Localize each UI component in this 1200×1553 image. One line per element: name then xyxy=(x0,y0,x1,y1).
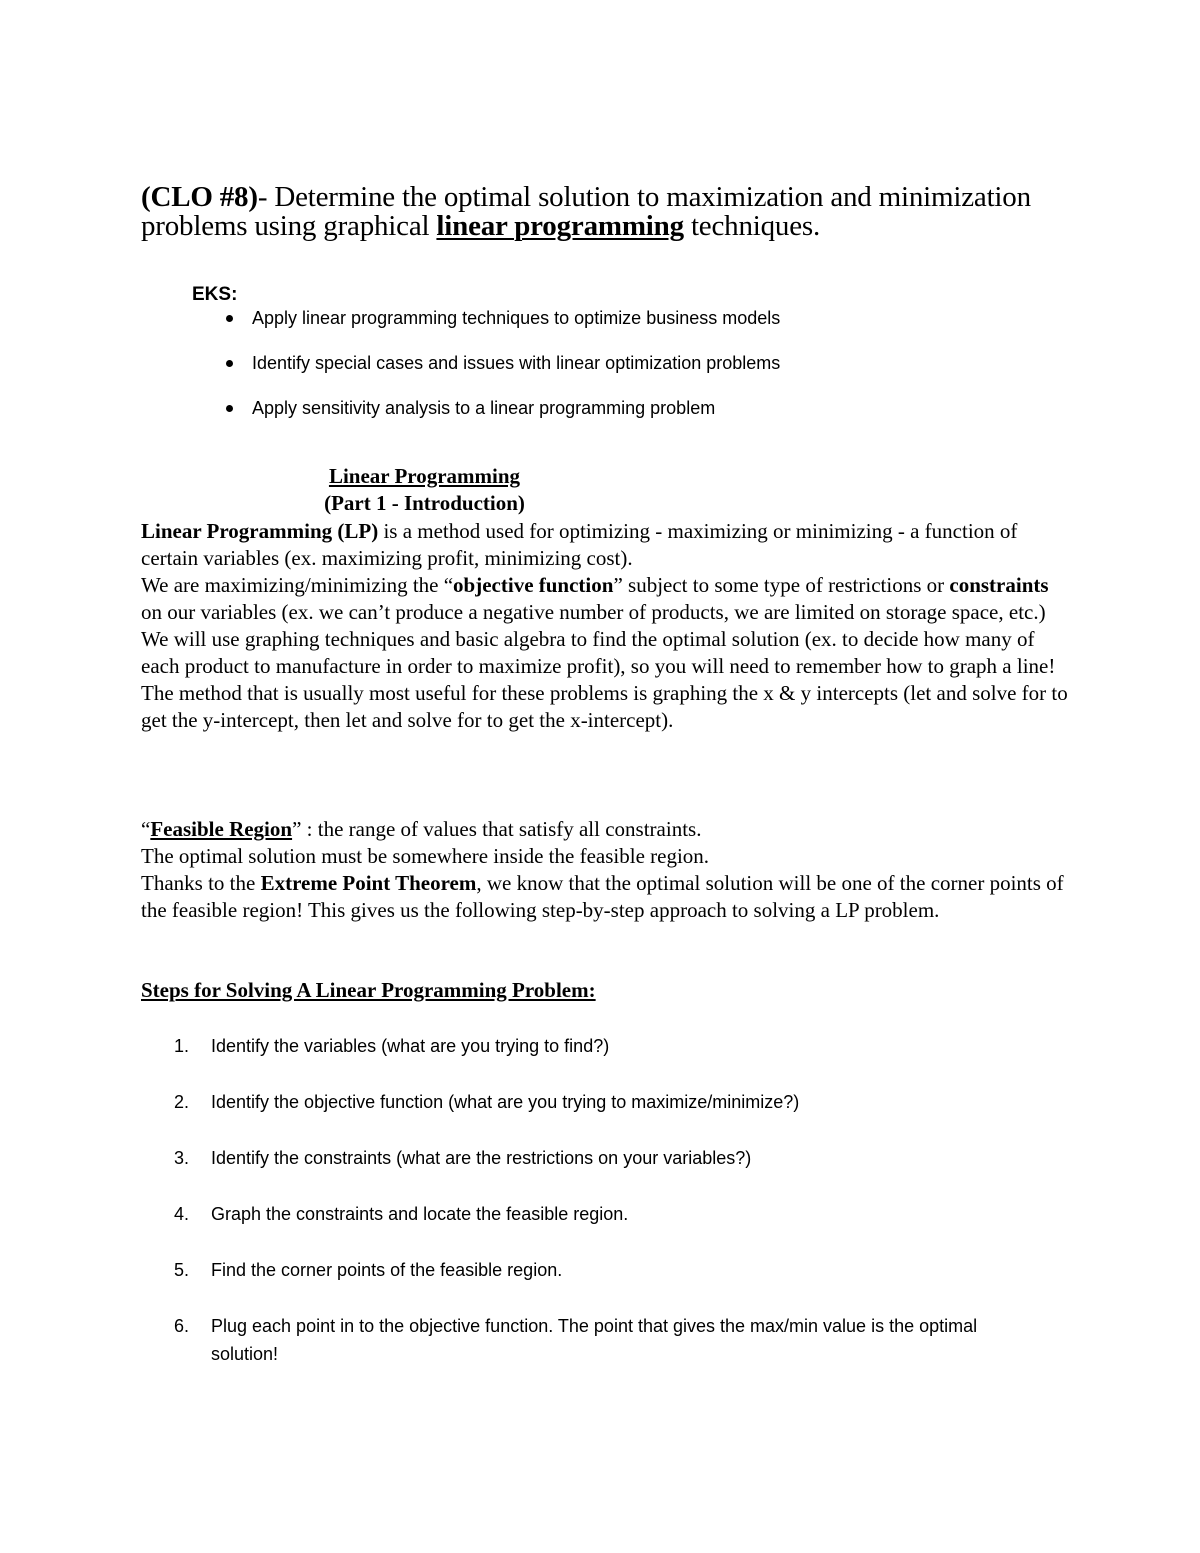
section-title: Linear Programming xyxy=(328,464,521,488)
clo-objective xyxy=(141,183,1061,241)
clo-dash: - xyxy=(257,181,275,213)
intro-block xyxy=(141,518,1071,734)
intro-text: ” subject to some type of restrictions or xyxy=(613,573,950,597)
feasible-line: The optimal solution must be somewhere inside the feasible region. xyxy=(141,844,710,868)
step-number: 4. xyxy=(174,1204,190,1224)
step-item xyxy=(0,1256,1060,1284)
clo-emphasis: linear programming xyxy=(436,210,684,242)
bullet-icon xyxy=(226,315,233,322)
feasible-text: , we know that the optimal solution will be one of the corner points of the feasible region! This gives us the following step-by-step approach to solving a LP problem. xyxy=(141,871,1064,922)
step-text: Plug each point in to the objective function. The point that gives the max/min value is the optimal solution! xyxy=(211,1316,978,1364)
eks-item xyxy=(226,305,1026,350)
quote-mark: ” xyxy=(292,817,302,841)
section-subtitle: (Part 1 - Introduction) xyxy=(324,491,525,515)
step-number: 2. xyxy=(174,1092,190,1112)
eks-item xyxy=(226,350,1026,395)
step-number: 1. xyxy=(174,1036,190,1056)
clo-text: Determine the optimal solution to maximization and minimization problems using graphical xyxy=(141,181,1031,242)
feasible-text: : the range of values that satisfy all constraints. xyxy=(301,817,702,841)
eks-item xyxy=(226,395,1026,440)
eks-item-text: Apply linear programming techniques to optimize business models xyxy=(252,308,781,328)
eks-label: EKS: xyxy=(192,284,238,305)
intro-paragraph: We will use graphing techniques and basic algebra to find the optimal solution (ex. to decide how many of each product to manufacture in order to maximize profit), so you will need to remember how to graph a line! xyxy=(141,627,1056,678)
step-number: 3. xyxy=(174,1148,190,1168)
step-text: Graph the constraints and locate the feasible region. xyxy=(211,1204,629,1224)
eks-list xyxy=(226,305,1026,440)
clo-text-end: techniques. xyxy=(683,210,821,242)
eks-item-text: Identify special cases and issues with linear optimization problems xyxy=(252,353,781,373)
term-constraints: constraints xyxy=(949,573,1049,597)
feasible-line xyxy=(141,870,1071,924)
term-lp: Linear Programming (LP) xyxy=(141,519,379,543)
eks-item-text: Apply sensitivity analysis to a linear programming problem xyxy=(252,398,716,418)
step-item xyxy=(0,1088,1060,1116)
intro-text: We are maximizing/minimizing the “ xyxy=(141,573,454,597)
term-extreme-point-theorem: Extreme Point Theorem xyxy=(260,871,477,895)
step-number: 5. xyxy=(174,1260,190,1280)
feasible-block xyxy=(141,816,1071,924)
step-text: Find the corner points of the feasible region. xyxy=(211,1260,563,1280)
intro-paragraph xyxy=(141,572,1071,626)
quote-mark: “ xyxy=(141,817,151,841)
step-item xyxy=(0,1144,1060,1172)
step-text: Identify the objective function (what are you trying to maximize/minimize?) xyxy=(211,1092,800,1112)
clo-code: (CLO #8) xyxy=(141,181,258,213)
term-objective-function: objective function xyxy=(453,573,614,597)
step-item xyxy=(0,1032,1060,1060)
steps-list xyxy=(0,1032,1060,1396)
step-text: Identify the constraints (what are the restrictions on your variables?) xyxy=(211,1148,752,1168)
term-feasible-region: Feasible Region xyxy=(150,817,293,841)
feasible-definition xyxy=(141,816,1071,843)
bullet-icon xyxy=(226,405,233,412)
step-item xyxy=(0,1200,1060,1228)
step-text: Identify the variables (what are you trying to find?) xyxy=(211,1036,610,1056)
step-number: 6. xyxy=(174,1316,190,1336)
feasible-text: Thanks to the xyxy=(141,871,261,895)
step-item xyxy=(0,1312,1060,1368)
steps-title: Steps for Solving A Linear Programming Problem: xyxy=(141,978,596,1002)
intro-text: on our variables (ex. we can’t produce a negative number of products, we are limited on storage space, etc.) xyxy=(141,600,1046,624)
intro-paragraph: The method that is usually most useful for these problems is graphing the x & y intercepts (let and solve for to get the y-intercept, then let and solve for to get the x-intercept). xyxy=(141,681,1068,732)
bullet-icon xyxy=(226,360,233,367)
intro-paragraph xyxy=(141,518,1071,572)
intro-text: is a method used for optimizing - maximizing or minimizing - a function of certain variables (ex. maximizing profit, minimizing cost). xyxy=(141,519,1018,570)
